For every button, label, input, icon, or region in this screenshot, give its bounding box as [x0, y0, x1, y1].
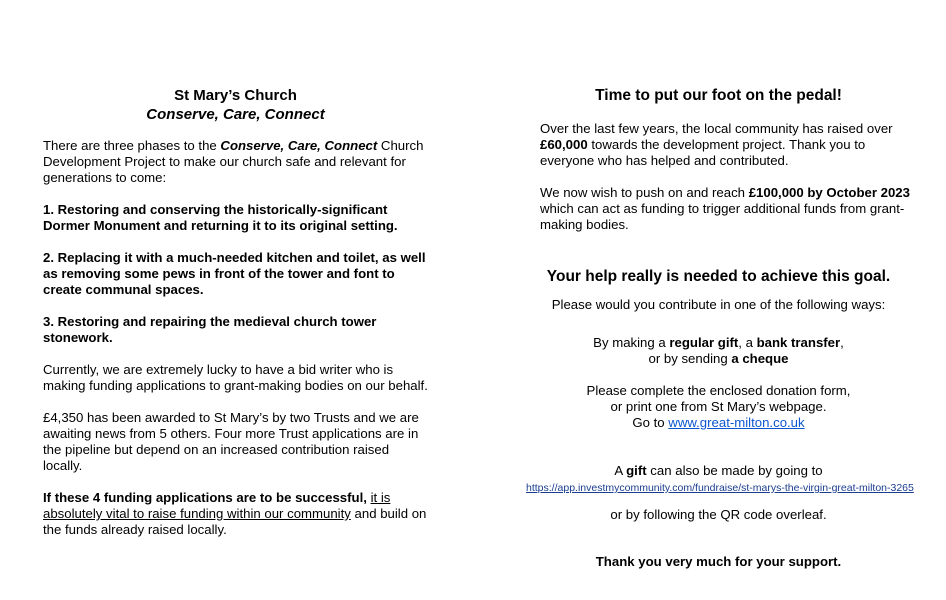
gift-url-row: [526, 479, 914, 495]
cheque: a cheque: [731, 351, 789, 366]
right-column: [526, 86, 914, 570]
form-line-1: Please complete the enclosed donation form,: [586, 383, 851, 398]
bid-writer-paragraph: Currently, we are extremely lucky to have a bid writer who is making funding applications to grant-making bodies on our behalf.: [43, 362, 428, 393]
gift-word: gift: [626, 463, 647, 478]
project-name: Conserve, Care, Connect: [220, 138, 378, 153]
phase-3: 3. Restoring and repairing the medieval church tower stonework.: [43, 314, 377, 345]
website-link[interactable]: www.great-milton.co.uk: [668, 415, 805, 430]
thanks-line: Thank you very much for your support.: [595, 554, 842, 569]
intro-paragraph: There are three phases to the Conserve, Care, Connect Church Development Project to make our church safe and relevant for generations to come:: [43, 138, 424, 185]
church-title: St Mary’s Church: [174, 87, 297, 104]
closing-bold: If these 4 funding applications are to be successful,: [43, 490, 367, 505]
left-column: [43, 86, 428, 538]
bank-transfer: bank transfer: [756, 335, 841, 350]
raised-amount: £60,000: [540, 137, 588, 152]
ways-line-1: By making a regular gift, a bank transfer,: [593, 335, 844, 350]
goto-line: Go to www.great-milton.co.uk: [632, 415, 805, 430]
gift-line: A gift can also be made by going to: [614, 463, 823, 478]
project-subtitle: Conserve, Care, Connect: [146, 106, 325, 123]
phase-1: 1. Restoring and conserving the historically-significant Dormer Monument and returning it to its original setting.: [43, 202, 398, 233]
contribute-line: Please would you contribute in one of the following ways:: [551, 297, 886, 312]
closing-underline: it is absolutely vital to raise funding within our community: [43, 490, 391, 521]
qr-line: or by following the QR code overleaf.: [610, 507, 827, 522]
raised-paragraph: Over the last few years, the local community has raised over £60,000 towards the development project. Thank you to everyone who has helped and contributed.: [540, 121, 893, 168]
push-paragraph: We now wish to push on and reach £100,000 by October 2023 which can act as funding to trigger additional funds from grant-making bodies.: [540, 185, 910, 232]
phase-2: 2. Replacing it with a much-needed kitchen and toilet, as well as removing some pews in front of the tower and font to create communal spaces.: [43, 250, 426, 297]
awarded-paragraph: £4,350 has been awarded to St Mary’s by two Trusts and we are awaiting news from 5 others. Four more Trust applications are in the pipeline but depend on an increased contribution raised locally.: [43, 410, 419, 473]
push-target: £100,000 by October 2023: [748, 185, 910, 200]
pedal-heading: Time to put our foot on the pedal!: [595, 87, 842, 104]
closing-paragraph: If these 4 funding applications are to be successful, it is absolutely vital to raise funding within our community and build on the funds already raised locally.: [43, 490, 427, 537]
fundraise-link[interactable]: https://app.investmycommunity.com/fundraise/st-marys-the-virgin-great-milton-3265: [526, 482, 914, 494]
form-line-2: or print one from St Mary’s webpage.: [610, 399, 827, 414]
help-heading: Your help really is needed to achieve this goal.: [546, 268, 891, 285]
regular-gift: regular gift: [669, 335, 739, 350]
ways-line-2: or by sending a cheque: [648, 351, 789, 366]
